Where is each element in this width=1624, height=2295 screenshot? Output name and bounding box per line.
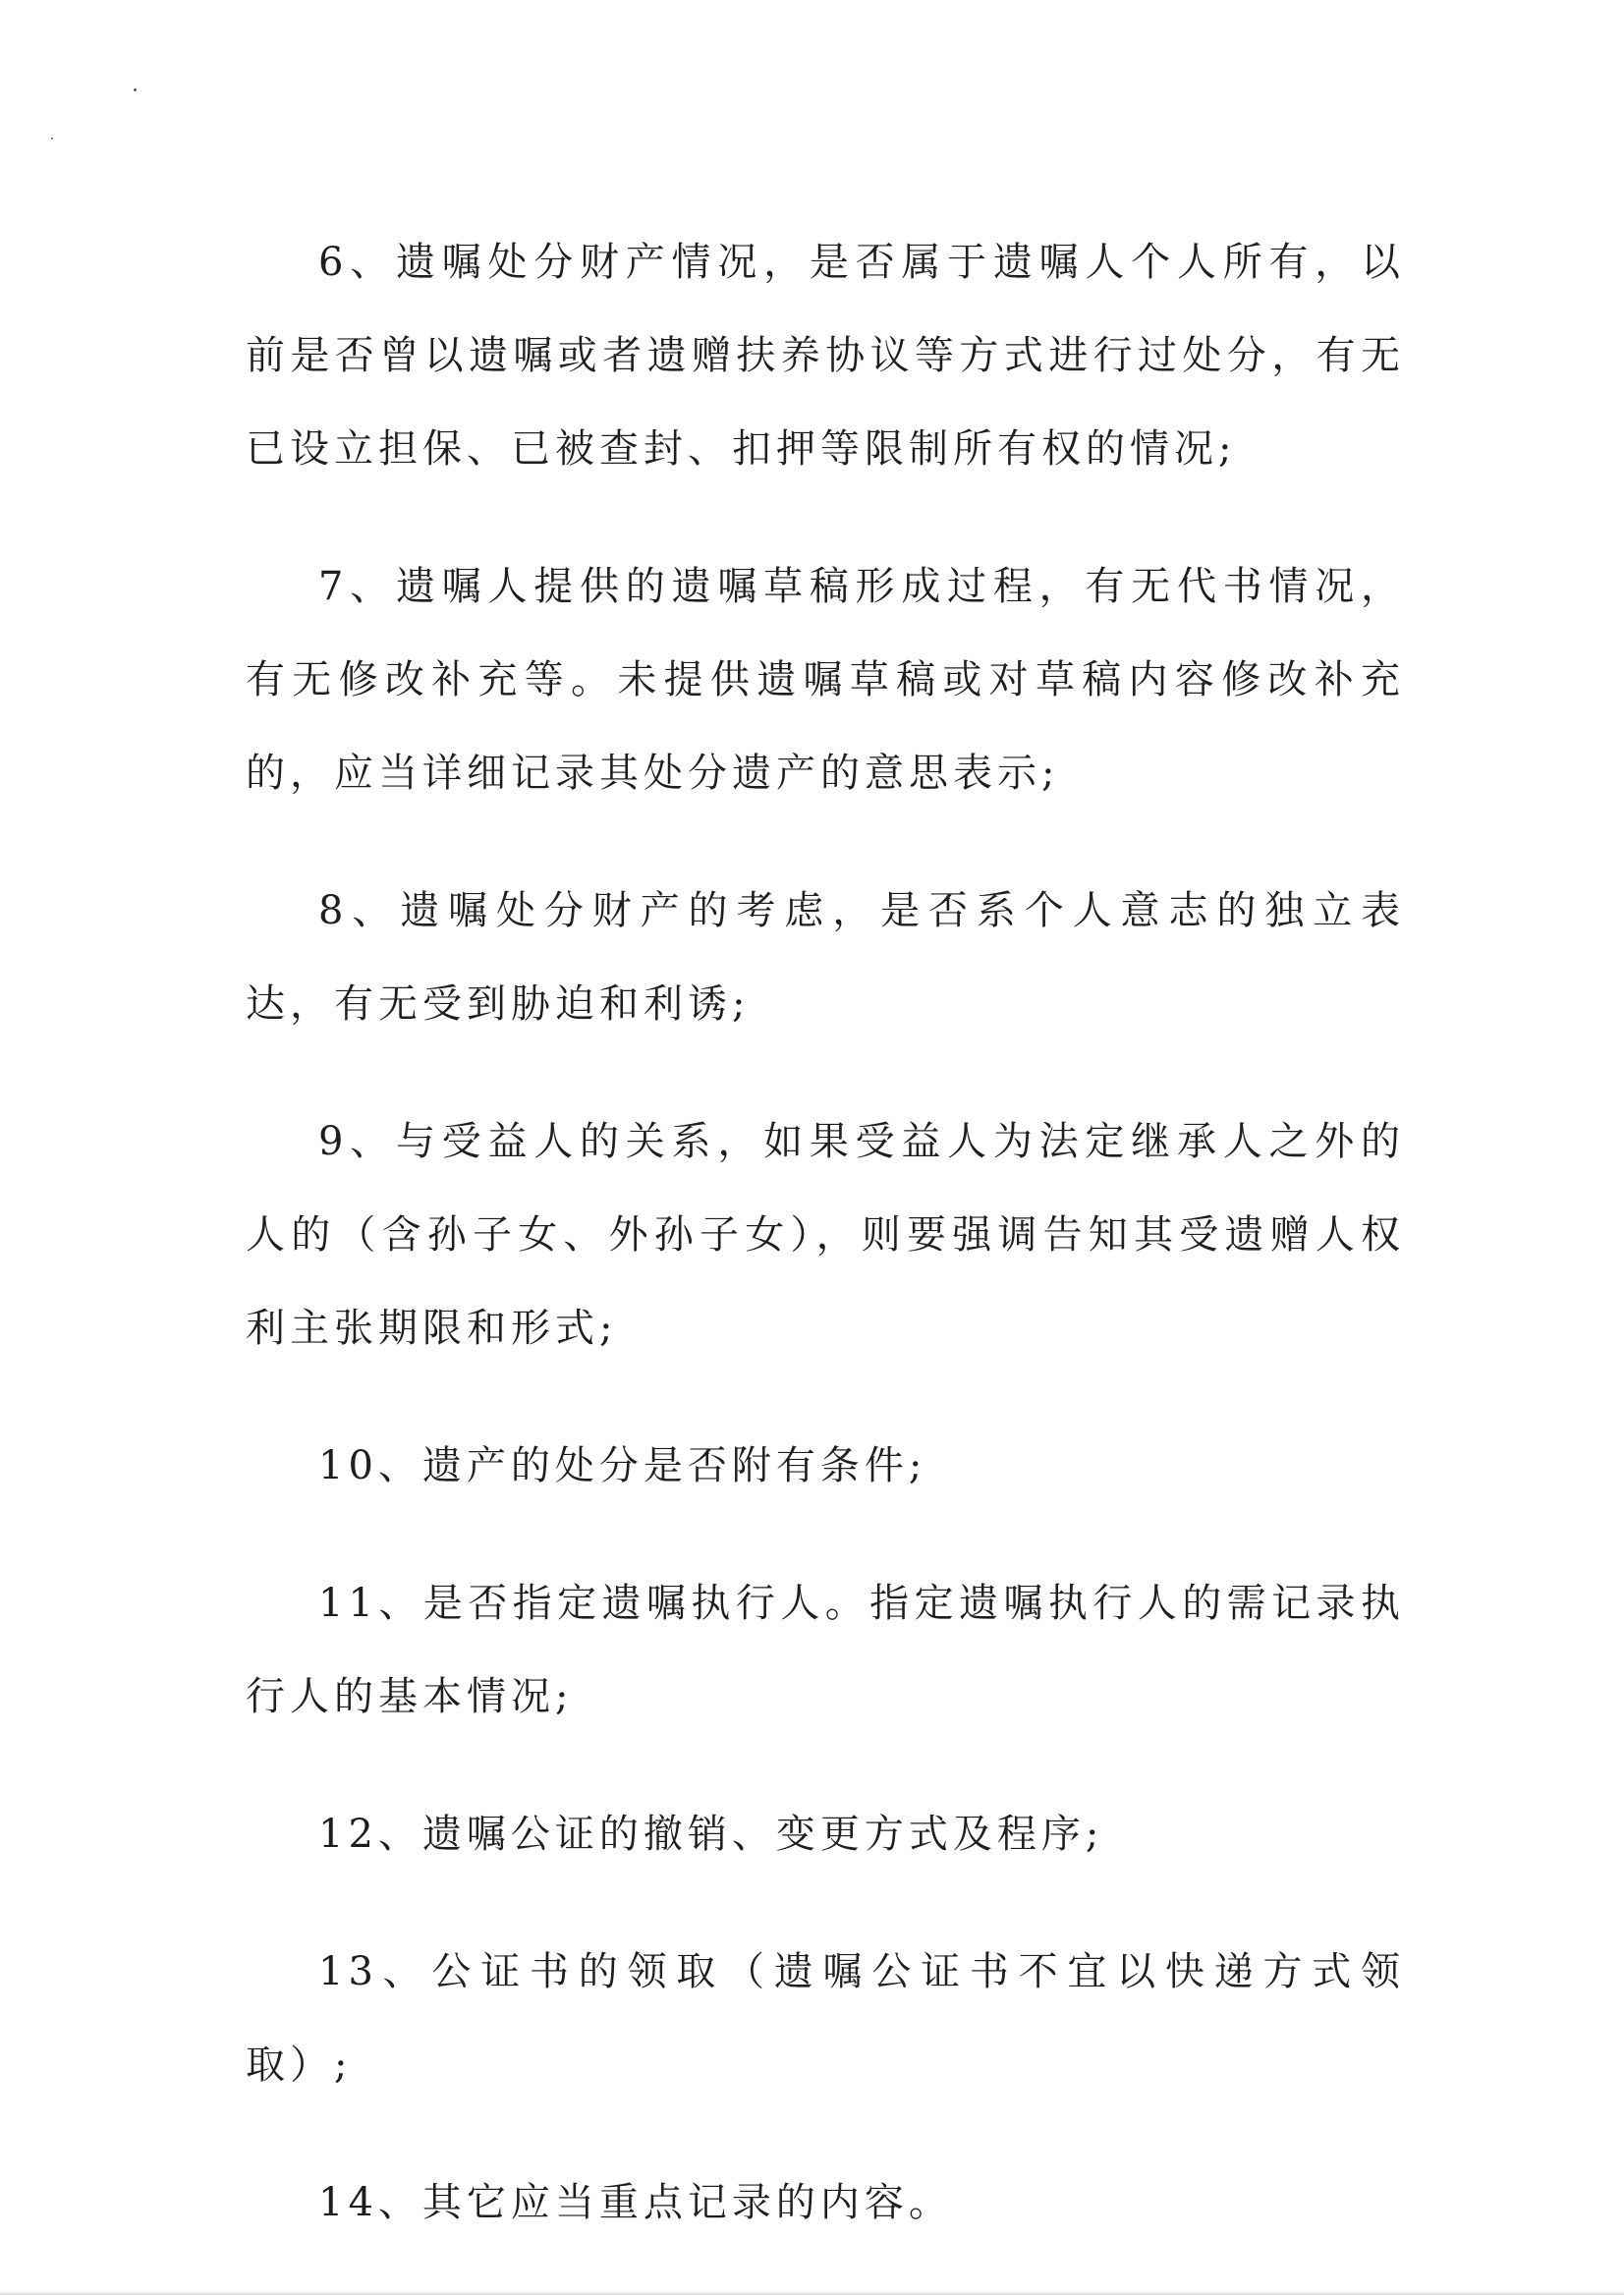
paragraph-item-9: 9、与受益人的关系，如果受益人为法定继承人之外的人的（含孙子女、外孙子女），则要强调告知其受遗赠人权利主张期限和形式;	[246, 1119, 1405, 1351]
scan-speck	[51, 138, 53, 140]
paragraph-item-14: 14、其它应当重点记录的内容。	[318, 2180, 953, 2225]
scan-bottom-edge	[0, 2291, 1624, 2295]
document-body	[246, 216, 1405, 2250]
paragraph-item-6: 6、遗嘱处分财产情况，是否属于遗嘱人个人所有，以前是否曾以遗嘱或者遗赠扶养协议等方式进行过处分，有无已设立担保、已被查封、扣押等限制所有权的情况;	[246, 240, 1405, 472]
paragraph-item-10: 10、遗产的处分是否附有条件;	[318, 1443, 927, 1488]
paragraph-item-7: 7、遗嘱人提供的遗嘱草稿形成过程，有无代书情况，有无修改补充等。未提供遗嘱草稿或对草稿内容修改补充的，应当详细记录其处分遗产的意思表示;	[246, 564, 1405, 796]
scan-speck	[134, 88, 137, 91]
paragraph-item-8: 8、遗嘱处分财产的考虑，是否系个人意志的独立表达，有无受到胁迫和利诱;	[246, 888, 1405, 1027]
paragraph-item-11: 11、是否指定遗嘱执行人。指定遗嘱执行人的需记录执行人的基本情况;	[246, 1581, 1405, 1719]
paragraph-item-12: 12、遗嘱公证的撤销、变更方式及程序;	[318, 1812, 1104, 1857]
paragraph-item-13: 13、公证书的领取（遗嘱公证书不宜以快递方式领取）;	[246, 1949, 1405, 2088]
